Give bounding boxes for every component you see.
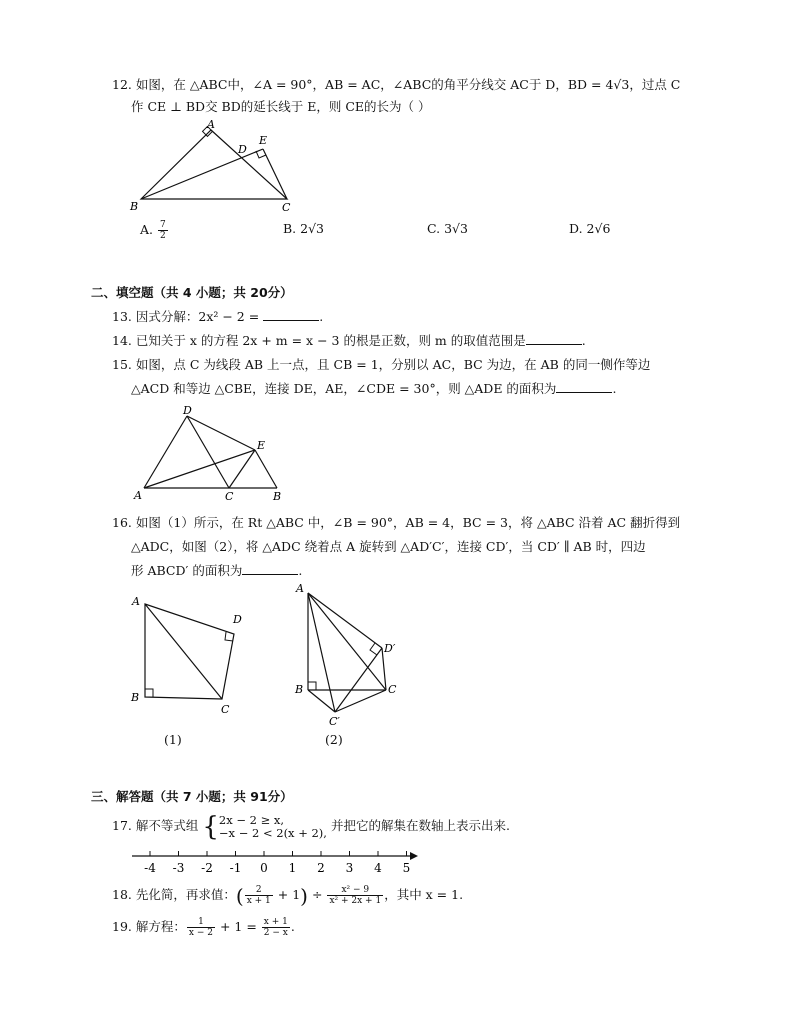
answer-blank[interactable] — [526, 332, 582, 345]
q15-text-1: 如图，点 C 为线段 AB 上一点，且 CB = 1，分别以 AC，BC 为边，在 AB 的同一侧作等边 — [135, 357, 651, 372]
q13-line: 13. 因式分解：2x² − 2 = . — [112, 309, 324, 324]
fraction-2-over-x-plus-1: $\frac{2}{x + 1}$ — [246, 885, 271, 906]
label-d: D — [183, 404, 192, 417]
fraction-7-2: $\frac{7}{2}$ — [160, 220, 166, 241]
label-b: B — [130, 200, 139, 213]
q16-line2: △ADC，如图（2），将 △ADC 绕着点 A 旋转到 △AD′C′，连接 CD′，当 CD′ ∥ AB 时，四边 — [131, 539, 646, 554]
label-d-prime: D′ — [384, 642, 396, 655]
q12-figure — [128, 116, 308, 216]
inequality-system: 2x − 2 ≥ x, −x − 2 < 2(x + 2), — [218, 812, 327, 840]
label-a: A — [207, 118, 215, 131]
q14-line: 14. 已知关于 x 的方程 2x + m = x − 3 的根是正数，则 m 的取值范围是 . — [112, 333, 586, 348]
segment-ac-prime — [308, 593, 335, 712]
arrow-head — [410, 852, 418, 860]
q12-number: 12. — [112, 77, 132, 92]
q17-prefix: 解不等式组 — [135, 818, 199, 833]
fraction-x2-9: $\frac{\text{x² − 9}}{\text{x² + 2x + 1}}$ — [329, 885, 382, 906]
number-line-label: 3 — [345, 861, 354, 875]
q16-figure-2 — [290, 580, 410, 730]
fraction-1-over-x-minus-2: $\frac{1}{x - 2}$ — [188, 917, 213, 938]
answer-blank[interactable] — [242, 562, 298, 575]
q14-text: 已知关于 x 的方程 2x + m = x − 3 的根是正数，则 m 的取值范围是 — [135, 333, 526, 348]
segment-ae — [144, 450, 255, 488]
label-a: A — [296, 582, 304, 595]
number-line-label: -4 — [144, 861, 156, 875]
segment-ce — [229, 450, 255, 488]
q12-text-1: 如图，在 △ABC中，∠A = 90°，AB = AC，∠ABC的角平分线交 AC于 D，BD = 4√3，过点 C — [135, 77, 681, 92]
q17-suffix: 并把它的解集在数轴上表示出来. — [330, 818, 510, 833]
label-b: B — [295, 683, 304, 696]
right-angle-mark-d-prime — [370, 643, 377, 655]
number-line-label: -1 — [229, 861, 242, 875]
label-c: C — [225, 490, 234, 503]
label-c: C — [282, 201, 291, 214]
q17-line: 17. 解不等式组 { 2x − 2 ≥ x, −x − 2 < 2(x + 2), 并把它的解集在数轴上表示出来. — [112, 811, 510, 842]
q19-prefix: 解方程： — [135, 919, 186, 934]
q18-line: 18. 先化简，再求值：( $\frac{2}{x + 1}$ + 1) ÷ $\frac{\text{x² − 9}}{\text{x² + 2x + 1}}$ ，其中 x = 1. — [112, 883, 464, 908]
q16-line1: 16. 如图（1）所示，在 Rt △ABC 中，∠B = 90°，AB = 4，BC = 3，将 △ABC 沿着 AC 翻折得到 — [112, 515, 681, 530]
segment-bd-extended — [141, 149, 263, 199]
q12-option-c: C. 3√3 — [427, 221, 468, 236]
label-c-prime: C′ — [329, 715, 340, 728]
q16-caption-1: (1) — [164, 732, 182, 747]
brace: { — [202, 811, 219, 842]
label-d: D — [238, 143, 247, 156]
q12-line2: 作 CE ⊥ BD交 BD的延长线于 E，则 CE的长为（ ） — [131, 99, 431, 114]
q12-option-a: A. $\frac{7}{2}$ — [140, 220, 166, 241]
number-line-label: -3 — [172, 861, 185, 875]
label-b: B — [273, 490, 282, 503]
label-a: A — [132, 595, 140, 608]
label-e: E — [259, 134, 268, 147]
segment-ac — [145, 604, 222, 699]
right-angle-mark-b — [145, 689, 153, 697]
fraction-x-plus-1-over-2-minus-x: $\frac{x + 1}{2 - x}$ — [263, 917, 288, 938]
number-line-label: 2 — [317, 861, 325, 875]
q18-suffix: ，其中 x = 1. — [384, 887, 464, 902]
label-d: D — [233, 613, 242, 626]
q12-option-b: B. 2√3 — [283, 221, 325, 236]
q15-figure — [130, 403, 290, 503]
label-b: B — [131, 691, 140, 704]
section2-title: 二、填空题（共 4 小题；共 20分） — [91, 285, 293, 300]
number-line — [128, 848, 428, 876]
q18-prefix: 先化简，再求值： — [135, 887, 236, 902]
q16-text-3: 形 ABCD′ 的面积为 — [131, 563, 243, 578]
segment-ce — [263, 149, 287, 199]
label-a: A — [134, 489, 142, 502]
number-line-label: 0 — [260, 861, 268, 875]
segment-ac — [308, 593, 386, 690]
number-line-label: -2 — [201, 861, 213, 875]
segment-eb — [255, 450, 277, 488]
q16-line3: 形 ABCD′ 的面积为 . — [131, 563, 303, 578]
q16-figure-1 — [128, 592, 258, 722]
q15-line2: △ACD 和等边 △CBE，连接 DE，AE，∠CDE = 30°，则 △ADE 的面积为 . — [131, 381, 617, 396]
q12-line1 — [112, 76, 680, 94]
segment-ad — [144, 416, 187, 488]
number-line-label: 4 — [374, 861, 382, 875]
right-angle-mark-b — [308, 682, 316, 690]
q16-text-1: 如图（1）所示，在 Rt △ABC 中，∠B = 90°，AB = 4，BC = 3，将 △ABC 沿着 AC 翻折得到 — [135, 515, 681, 530]
label-c: C — [388, 683, 397, 696]
section3-title: 三、解答题（共 7 小题；共 91分） — [91, 789, 293, 804]
q15-line1: 15. 如图，点 C 为线段 AB 上一点，且 CB = 1，分别以 AC，BC 为边，在 AB 的同一侧作等边 — [112, 357, 651, 372]
q19-line: 19. 解方程： $\frac{1}{x - 2}$ + 1 = $\frac{x + 1}{2 - x}$ . — [112, 917, 295, 938]
q13-text: 因式分解：2x² − 2 = — [135, 309, 260, 324]
label-e: E — [257, 439, 266, 452]
answer-blank[interactable] — [263, 308, 319, 321]
label-c: C — [221, 703, 230, 716]
number-line-label: 5 — [402, 861, 411, 875]
q15-text-2: △ACD 和等边 △CBE，连接 DE，AE，∠CDE = 30°，则 △ADE 的面积为 — [131, 381, 557, 396]
answer-blank[interactable] — [556, 380, 612, 393]
q16-caption-2: (2) — [325, 732, 343, 747]
number-line-label: 1 — [288, 861, 297, 875]
quad-abcd — [145, 604, 234, 699]
q12-option-d: D. 2√6 — [569, 221, 611, 236]
